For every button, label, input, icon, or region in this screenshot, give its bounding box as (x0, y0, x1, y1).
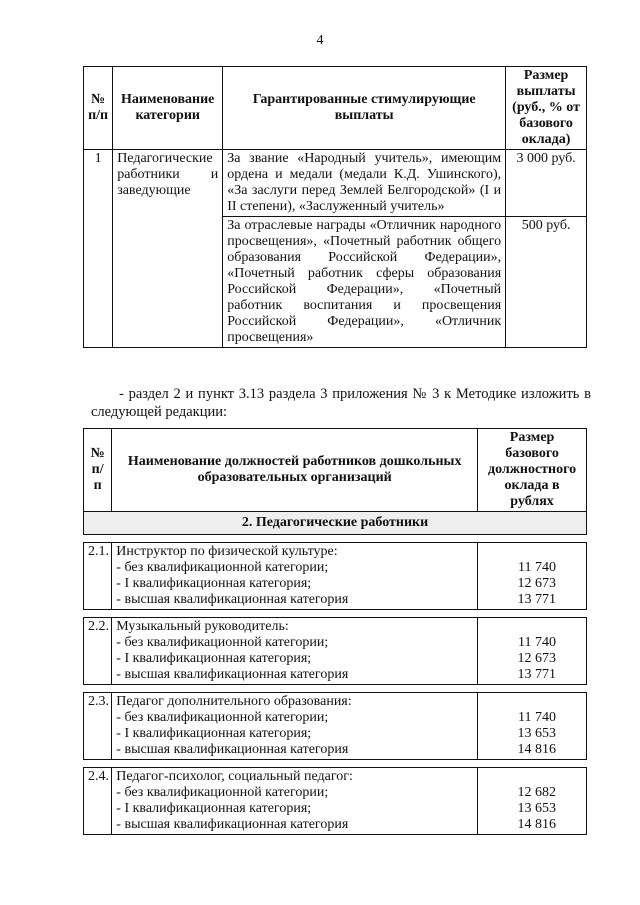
salary-value: 13 653 (517, 726, 556, 741)
table1-row-category: Педагогические работники и заведующие (113, 150, 223, 348)
salary-value: 13 653 (517, 801, 556, 816)
row-num: 2.1. (84, 543, 112, 610)
row-position (112, 693, 478, 760)
row-position (112, 543, 478, 610)
position-title: Инструктор по физической культуре: (116, 544, 338, 559)
row-num: 2.3. (84, 693, 112, 760)
row-gap (84, 760, 587, 768)
category-line: - I квалификационная категория; (116, 651, 312, 666)
salary-value: 11 740 (518, 635, 556, 650)
category-line: - высшая квалификационная категория (116, 817, 349, 832)
category-line: - без квалификационной категории; (116, 785, 329, 800)
table-row (84, 768, 587, 835)
table2-header-position: Наименование должностей работников дошкольных образовательных организаций (112, 429, 478, 512)
row-num: 2.4. (84, 768, 112, 835)
amendment-paragraph: - раздел 2 и пункт 3.13 раздела 3 приложения № 3 к Методике изложить в следующей редакции: (91, 386, 591, 420)
row-gap (84, 535, 587, 543)
row-salary (478, 618, 587, 685)
table1-header-category: Наименование категории (113, 67, 223, 150)
position-title: Музыкальный руководитель: (116, 619, 289, 634)
salary-value: 14 816 (517, 817, 556, 832)
row-gap (84, 685, 587, 693)
category-line: - I квалификационная категория; (116, 801, 312, 816)
salary-value: 13 771 (517, 667, 556, 682)
table1-item-amount: 500 руб. (506, 217, 587, 348)
row-salary (478, 543, 587, 610)
table1-row (84, 150, 587, 217)
table1-item-text: За звание «Народный учитель», имеющим ордена и медали (медали К.Д. Ушинского), «За заслуги перед Землей Белгородской» (I и II степени), «Заслуженный учитель» (223, 150, 506, 217)
table2-header-salary: Размер базового должностного оклада в рублях (478, 429, 587, 512)
table-row (84, 693, 587, 760)
table1-header-row (84, 67, 587, 150)
section-title: 2. Педагогические работники (84, 512, 587, 535)
position-title: Педагог-психолог, социальный педагог: (116, 769, 353, 784)
table2-header-row (84, 429, 587, 512)
category-line: - без квалификационной категории; (116, 560, 329, 575)
table1-item-amount: 3 000 руб. (506, 150, 587, 217)
salary-value: 11 740 (518, 560, 556, 575)
table1-header-num: № п/п (84, 67, 113, 150)
stimulus-payments-table (83, 66, 587, 348)
position-title: Педагог дополнительного образования: (116, 694, 352, 709)
category-line: - I квалификационная категория; (116, 726, 312, 741)
page-number: 4 (316, 33, 324, 48)
salary-value: 13 771 (517, 592, 556, 607)
row-position (112, 768, 478, 835)
table2-header-num: № п/п (84, 429, 112, 512)
row-num: 2.2. (84, 618, 112, 685)
category-line: - высшая квалификационная категория (116, 742, 349, 757)
row-salary (478, 693, 587, 760)
salary-value: 12 673 (517, 651, 556, 666)
section-row (84, 512, 587, 535)
table-row (84, 543, 587, 610)
category-line: - высшая квалификационная категория (116, 592, 349, 607)
table1-item-text: За отраслевые награды «Отличник народного просвещения», «Почетный работник общего образования Российской Федерации», «Почетный работник сферы образования Российской Федерации», «Почетный работник воспитания и просвещения Российской Федерации», «Отличник просвещения» (223, 217, 506, 348)
category-line: - без квалификационной категории; (116, 710, 329, 725)
salary-value: 12 673 (517, 576, 556, 591)
row-position (112, 618, 478, 685)
category-line: - высшая квалификационная категория (116, 667, 349, 682)
table-row (84, 618, 587, 685)
salary-value: 12 682 (517, 785, 556, 800)
salary-value: 11 740 (518, 710, 556, 725)
category-line: - без квалификационной категории; (116, 635, 329, 650)
salary-value: 14 816 (517, 742, 556, 757)
salary-table (83, 428, 587, 835)
table1-header-amount: Размер выплаты (руб., % от базового оклада) (506, 67, 587, 150)
table1-row-num: 1 (84, 150, 113, 348)
category-line: - I квалификационная категория; (116, 576, 312, 591)
row-gap (84, 610, 587, 618)
row-salary (478, 768, 587, 835)
table1-header-payments: Гарантированные стимулирующие выплаты (223, 67, 506, 150)
